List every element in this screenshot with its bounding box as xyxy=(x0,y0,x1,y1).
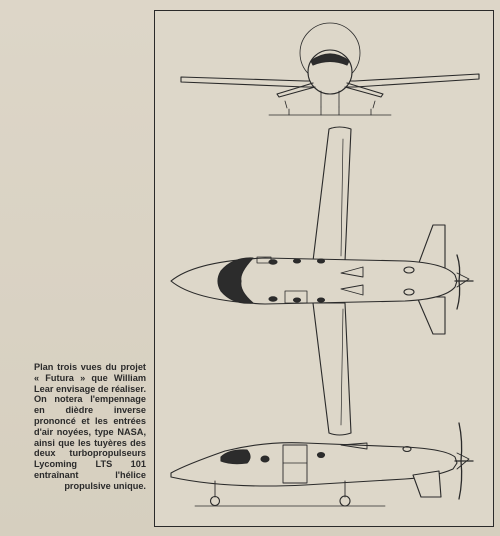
top-propeller xyxy=(457,255,460,309)
top-tail-lower xyxy=(417,297,445,334)
side-nose-wheel xyxy=(211,497,220,506)
top-wing-lower xyxy=(313,303,351,435)
top-view xyxy=(171,127,473,435)
top-tail-upper xyxy=(417,225,445,268)
three-view-drawing xyxy=(155,11,495,528)
side-main-wheel xyxy=(340,496,350,506)
side-tail-fin xyxy=(413,471,441,497)
top-fuselage xyxy=(171,258,457,304)
front-view xyxy=(181,23,479,115)
top-wing-upper xyxy=(313,127,351,261)
three-view-figure-frame xyxy=(154,10,494,527)
side-view xyxy=(171,423,473,506)
figure-caption: Plan trois vues du projet « Futura » que William Lear envisage de réaliser. On notera l'empennage en dièdre inverse prononcé et les entrées d'air noyées, type NASA, ainsi que les tuyères des deux turbopropulseurs Lycoming LTS 101 entraînant l'hélice propulsive unique. xyxy=(34,362,146,491)
